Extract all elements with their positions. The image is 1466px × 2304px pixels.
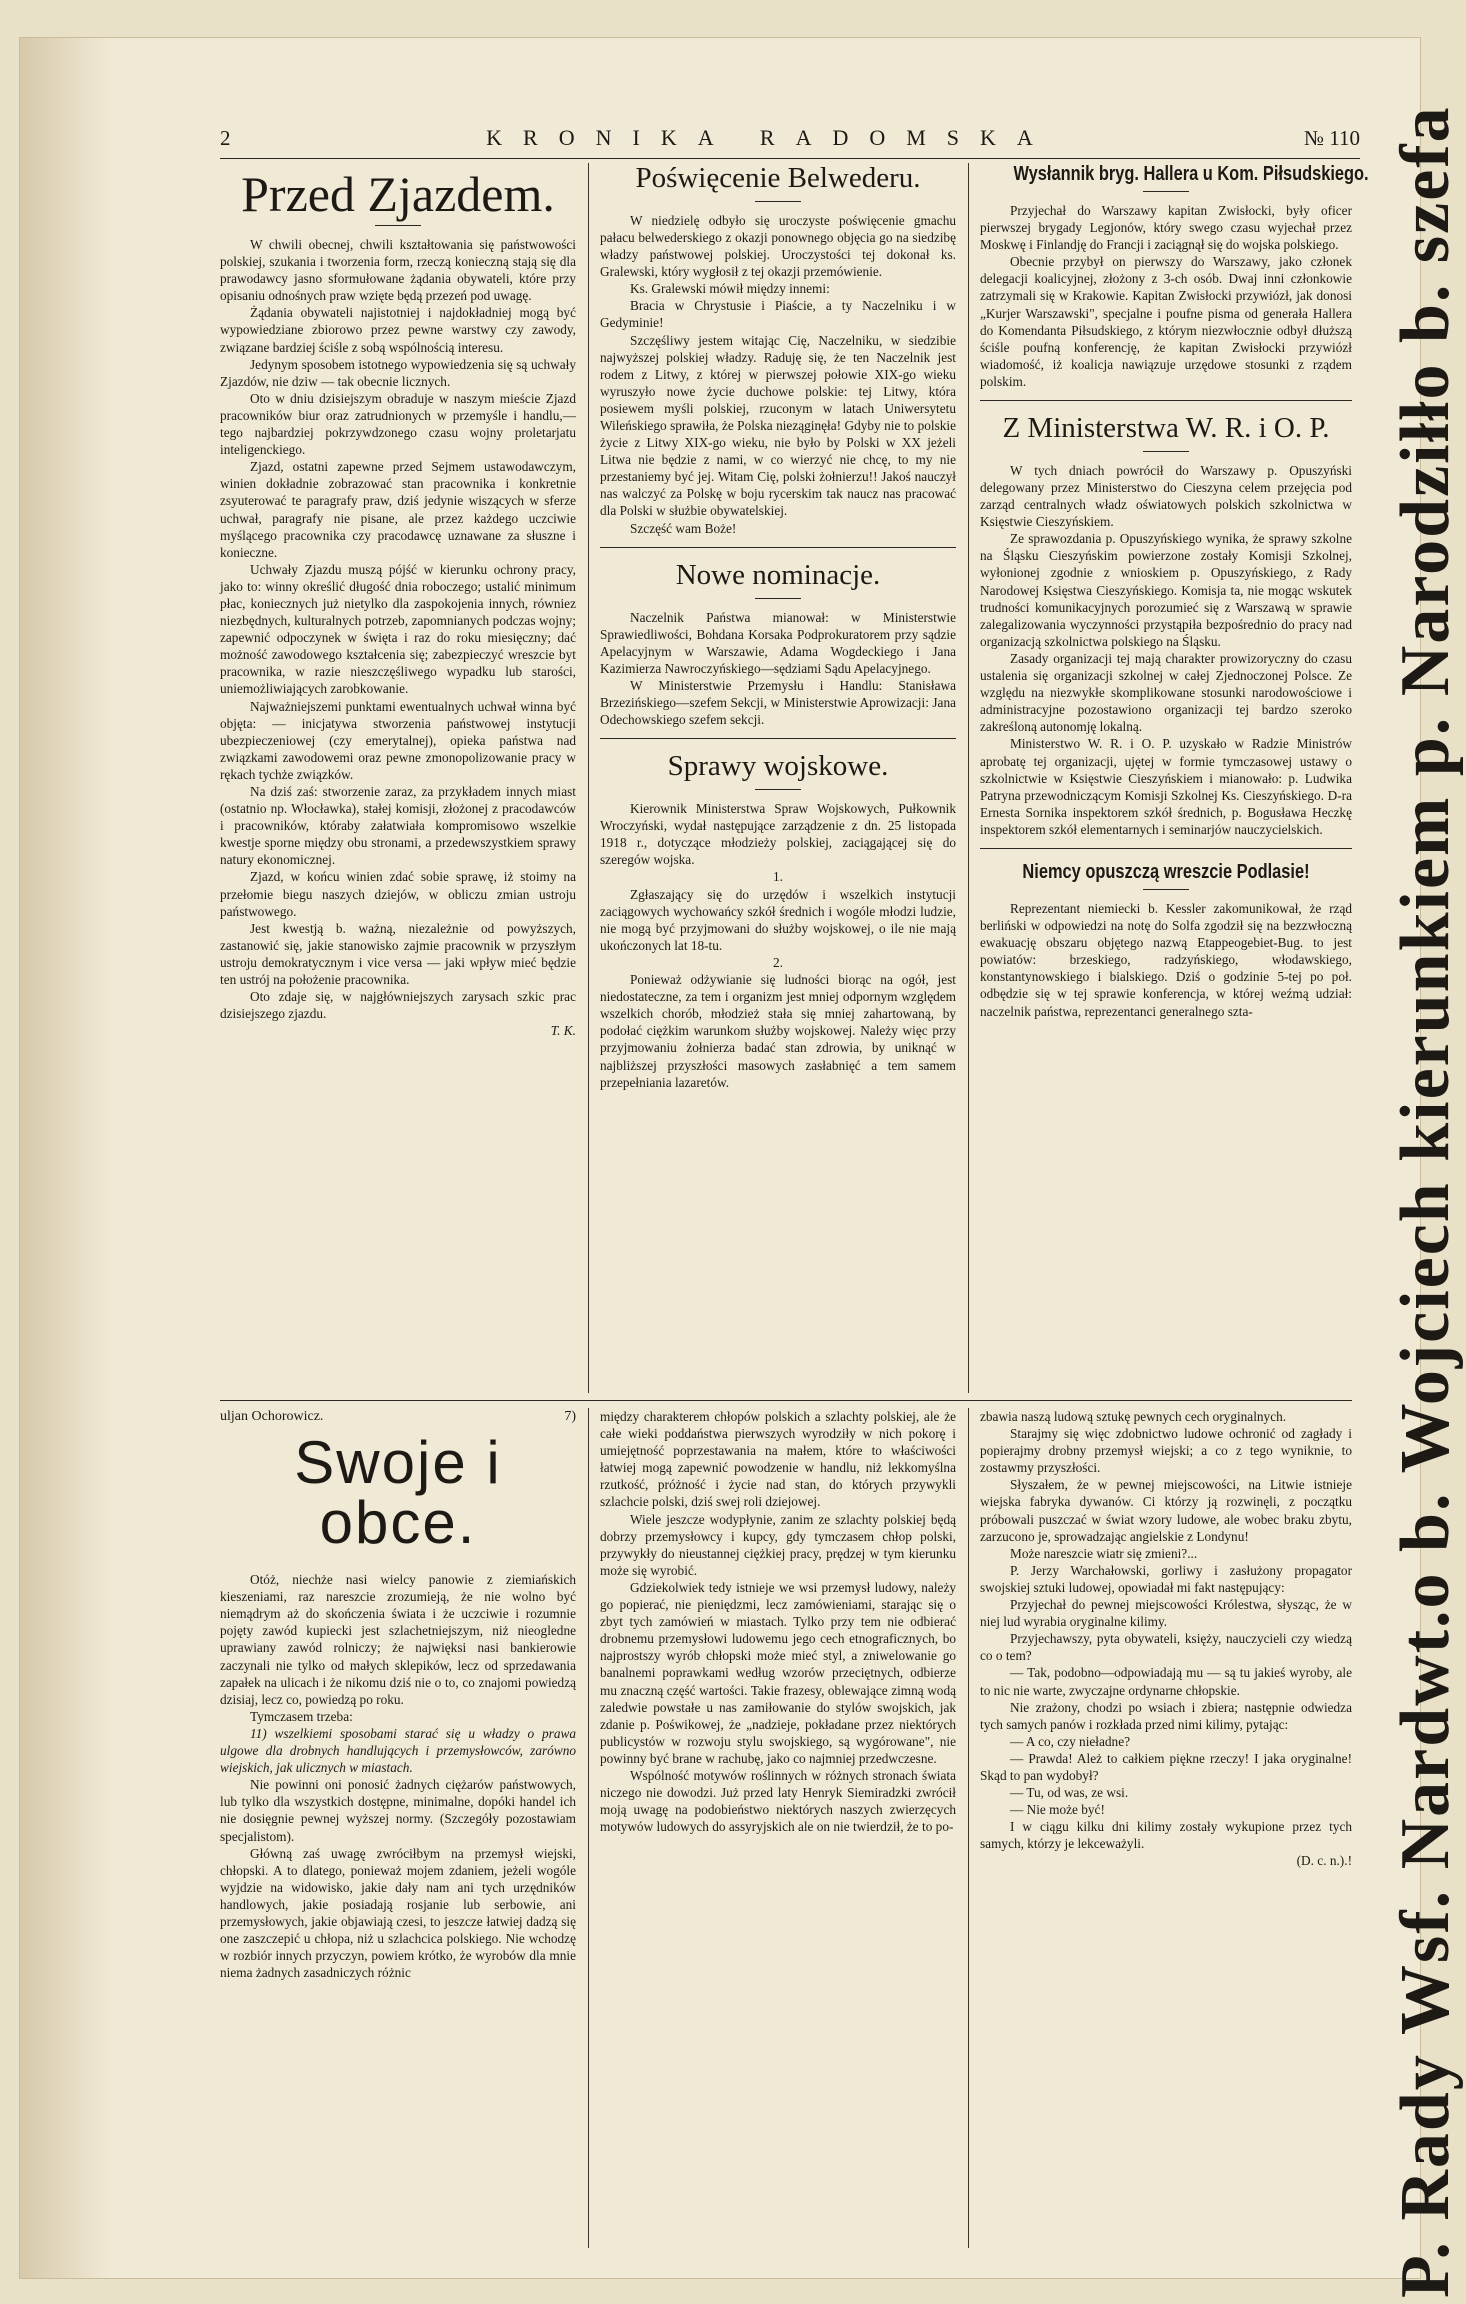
paragraph: Nie powinni oni ponosić żadnych ciężarów państwowych, lub tylko dla wszystkich dostępne, minimalne, dopóki handel ich nie dosięgnie pewnej wyższej normy. (Szczegóły pozostawiam specjalistom). [220, 1777, 576, 1844]
article-title-haller: Wysłannik bryg. Hallera u Kom. Piłsudskiego. [1013, 163, 1369, 185]
paragraph: Gdziekolwiek tedy istnieje we wsi przemysł ludowy, należy go popierać, nie pieniędzmi, lecz zamówieniami, starając się o zbyt tych zamówień w miastach. Tylko przy tem nie odbierać drobnemu przemysłowi ludowemu jego cech etnograficznych, bo najprostszy wyrób chłopski może mieć styl, a zniwelowanie go banalnemi poprawkami według wzorów przeciętnych, odbierze mu znaczną część wartości. Takie frazesy, oblewające zimną wodą zaledwie powstałe u nas zamiłowanie do stylów swojskich, jak zdanie p. Poświkowej, że „nadzieje, pokładane przez niektórych publicystów w rozwoju stylu swojskiego, są wygórowane", nie powinny być brane w rachubę, jako co najmniej przedwczesne. [600, 1579, 956, 1766]
article-title-nominacje: Nowe nominacje. [675, 558, 881, 591]
paragraph: Wiele jeszcze wodypłynie, zanim ze szlachty polskiej będą dobrzy przemysłowcy i kupcy, gdy tymczasem chłop polski, przywykły do nieustannej ciężkiej pracy, prędzej w tym kierunku może się wyrobić. [600, 1511, 956, 1578]
article-title: Przed Zjazdem. [241, 166, 555, 222]
paragraph: Uchwały Zjazdu muszą pójść w kierunku ochrony pracy, jako to: winny określić długość dnia roboczego; ustalić minimum płac, koniecznych już nietylko dla zaspokojenia innych, równiez niezbędnych, kulturalnych potrzeb, zapomnianych podczas wojny; zapewnić odpoczynek w święta i raz do roku miesięczny; dać możność zawodowego kształcenia się; zabezpieczyć wreszcie byt pracownika, w razie nieszczęśliwego wypadku lub starości, uniemożliwiających zarobkowanie. [220, 561, 576, 697]
paragraph: W tych dniach powrócił do Warszawy p. Opuszyński delegowany przez Ministerstwo do Cieszyna celem przejęcia pod zarząd centralnych władz oświatowych polskich szkolnictwa w Księstwie Cieszyńskiem. [980, 462, 1352, 530]
divider [980, 848, 1352, 849]
feuilleton-col-3 [980, 1408, 1352, 1870]
article-przed-zjazdem [220, 163, 576, 1039]
adjacent-page-strip [1378, 105, 1464, 2298]
paragraph: — Tu, od was, ze wsi. [1010, 1785, 1129, 1801]
paragraph: — A co, czy nieładne? [1010, 1733, 1130, 1749]
paragraph: I w ciągu kilku dni kilimy zostały wykupione przez tych samych, którzy je lekceważyli. [980, 1819, 1352, 1852]
paragraph: Szczęść wam Boże! [630, 520, 737, 536]
paragraph: Jest kwestją b. ważną, niezależnie od powyższych, zastanowić się, jakie stanowisko zajmie pracownik w przyszłym ustroju demokratycznym i vice versa — jaki wpływ mieć będzie ten ustrój na położenie pracownika. [220, 920, 576, 988]
feuilleton-col-2 [600, 1408, 956, 1835]
divider [980, 400, 1352, 401]
paragraph: Bracia w Chrystusie i Piaście, a ty Naczelniku i w Gedyminie! [600, 298, 956, 331]
paragraph: Ze sprawozdania p. Opuszyńskiego wynika, że sprawy szkolne na Śląsku Cieszyńskim powierzone zostały Komisji Szkolnej, wyłonionej zgodnie z wnioskiem p. Opuszyńskiego, z Rady Narodowej Księstwa Cieszyńskiego. Komisja ta, nie mogąc wskutek trudności komunikacyjnych porozumieć się z Warszawą w sprawie zalegalizowania wyczynności przystąpiła bezpośrednio do pracy nad organizacją szkolnictwa polskiego na Śląsku. [980, 531, 1352, 649]
paragraph: Tymczasem trzeba: [250, 1708, 353, 1724]
article-column-right [980, 163, 1369, 1020]
paragraph: Oto zdaje się, w najgłówniejszych zarysach szkic prac dzisiejszego zjazdu. [220, 989, 576, 1022]
paragraph: Ponieważ odżywianie się ludności biorąc na ogół, jest niedostateczne, za tem i organizm jest mniej odpornym względem wszelkich chorób, młodzież stała się mniej zahartowaną, by podołać ciężkim warunkom służby wojskowej. Należy więc przy przyjmowaniu żołnierza badać stan zdrowia, by uniknąć w najbliższej przyszłości masowych zasłabnięć a tem samem przepełniania lazaretów. [600, 972, 956, 1090]
paragraph: Może nareszcie wiatr się zmieni?... [1010, 1545, 1198, 1561]
article-column-middle [600, 163, 956, 1091]
paragraph: W Ministerstwie Przemysłu i Handlu: Stanisława Brzezińskiego—szefem Sekcji, w Ministerstwie Aprowizacji: Jana Odechowskiego szefem sekcji. [600, 677, 956, 728]
article-points-wojskowe [600, 868, 956, 1090]
article-body-niemcy [980, 900, 1352, 1020]
paragraph: Ministerstwo W. R. i O. P. uzyskało w Radzie Ministrów aprobatę tej organizacji, ujętej w formie tymczasowej ustawy o szkolnictwie w Księstwie Cieszyńskiem i mianowało: p. Ludwika Patryna przewodniczącym Komisji Szkolnej Ks. Cieszyńskiego. D-ra Ernesta Sornika inspektorem szkół średnich, p. Bogusława Heczkę inspektorem szkół elementarnych i seminarjów nauczycielskich. [980, 736, 1352, 837]
paragraph: Ks. Gralewski mówił między innemi: [630, 281, 830, 297]
feuilleton-part: 7) [564, 1409, 576, 1424]
article-title-niemcy: Niemcy opuszczą wreszcie Podlasie! [1022, 860, 1310, 883]
paragraph: Otóż, niechże nasi wielcy panowie z ziemiańskich kieszeniami, raz nareszcie zrozumieją, że nie wolno być niemądrym aż do skończenia świata i że uczciwie i rozumnie pojęty zawód kupiecki jest szlachetniejszym, niż nieogledne uprawiany zawód rolniczy; że najwięksi nasi bankierowie zaczynali nie tylko od małych sklepików, lecz od sprzedawania zapałek na ulicach i że nikomu dziś nie o to, co znajomi powiedzą dzisiaj, lecz co, powiedzą po roku. [220, 1572, 576, 1707]
divider [600, 547, 956, 548]
paragraph: Żądania obywateli najistotniej i najdokładniej mogą być wypowiedziane zbiorowo przez pewne warstwy czy zawody, związane bardziej ściśle z sobą wspólnością interesu. [220, 305, 576, 355]
paragraph: Przyjechał do Warszawy kapitan Zwisłocki, były oficer pierwszej brygady Legjonów, który swego czasu wyjechał przez Moskwę i Finlandję do Francji i zaciągnął się do wojska polskiego. [980, 203, 1352, 253]
feuilleton-series [220, 1408, 576, 1425]
divider [755, 789, 801, 790]
article-title-ministerstwo: Z Ministerstwa W. R. i O. P. [1002, 412, 1330, 445]
paragraph: Oto w dniu dzisiejszym obraduje w naszym mieście Zjazd pracowników biur oraz zatrudnionych w przemyśle i handlu,—tego najbardziej pokrzywdzonego czasu wojny proletarjatu inteligenckiego. [220, 390, 576, 458]
article-title-wojskowe: Sprawy wojskowe. [667, 750, 889, 783]
divider [1143, 191, 1189, 192]
column-rule [588, 1408, 589, 2248]
header-issue: № 110 [1303, 125, 1360, 150]
paragraph: — Tak, podobno—odpowiadają mu — są tu jakieś wyroby, ale to nic nie warte, zwyczajne ordynarne chłopskie. [980, 1665, 1352, 1698]
paragraph: — Prawda! Ależ to całkiem piękne rzeczy! I jaka oryginalne! Skąd to pan wydobył? [980, 1750, 1352, 1783]
paragraph: — Nie może być! [1010, 1802, 1105, 1818]
divider [755, 598, 801, 599]
article-intro-wojskowe: Kierownik Ministerstwa Spraw Wojskowych, Pułkownik Wroczyński, wydał następujące zarządzenie z dn. 25 listopada 1918 r., dotyczące młodzieży polskiej, zaciągającej się do szeregów wojska. [600, 801, 956, 868]
feuilleton-title: Swoje i obce. [294, 1429, 502, 1557]
article-body [220, 236, 576, 1022]
article-body-haller [980, 202, 1352, 390]
paragraph: Zjazd, ostatni zapewne przed Sejmem ustawodawczym, winien dokładnie zobrazować stan pracownika i konkretnie zsyuterować te paragrafy praw, dziś jedynie wiszących w sferze uchwał, paragrafy nie pisane, ale przez każdego uczciwie myślącego pracownika czy pracodawcę uznawane za słuszne i konieczne. [220, 459, 576, 560]
divider [1143, 451, 1189, 452]
paragraph: Jedynym sposobem istotnego wypowiedzenia się są uchwały Zjazdów, nie dziw — tak obecnie licznych. [220, 356, 576, 389]
paragraph: Zgłaszający się do urzędów i wszelkich instytucji zaciągowych wychowańcy szkół średnich i wogóle młodzi ludzie, nie mogą być przyjmowani do służby wojskowej, o ile nie mają ukończonych lat 18-tu. [600, 886, 956, 953]
article-title-belweder: Poświęcenie Belwederu. [635, 162, 921, 194]
article-signature: T. K. [550, 1023, 576, 1039]
feuilleton-col-1 [220, 1408, 576, 1981]
paragraph: Zasady organizacji tej mają charakter prowizoryczny do czasu ustalenia się organizacji szkolnej w całej Zjednoczonej Polsce. Ze względu na niezwykłe skomplikowane stosunki narodowościowe i administracyjne pozostawiono organizacji tej bardzo szeroko zakreśloną autonomję lokalną. [980, 650, 1352, 735]
paragraph: Zjazd, w końcu winien zdać sobie sprawę, iż stoimy na przełomie biegu naszych dziejów, w obliczu zmian ustroju państwowego. [220, 869, 576, 919]
point-number: 1. [773, 869, 783, 885]
section-rule [220, 1400, 1352, 1401]
page-header [220, 118, 1360, 159]
adjacent-page-text: P. Rady Wsf. Nardwt.o b. Wojciech kierunkiem p. Narodziłło b. szefa [1387, 105, 1464, 2298]
paragraph: W chwili obecnej, chwili kształtowania się państwowości polskiej, szukania i tworzenia form, rzeczą konieczną stają się dla prawodawcy jasno sformułowane żądania obywateli, które przy opisaniu odnośnych praw wzięte będą przezeń pod uwagę. [220, 237, 576, 304]
paragraph: Reprezentant niemiecki b. Kessler zakomunikował, że rząd berliński w odpowiedzi na notę do Solfa zgodził się na bezzwłoczną ewakuację obszaru objętego nazwą Etappeogebiet-Bug. to jest powiatów: brzeskiego, radzyńskiego, włodawskiego, konstantynowskiego i bialskiego. Dziś o godzinie 5-tej po poł. odbędzie się w tej sprawie konferencja, w której weźmą udział: naczelnik państwa, reprezentanci generalnego szta- [980, 900, 1352, 1019]
newspaper-page [20, 38, 1464, 2298]
paragraph: 11) wszelkiemi sposobami starać się u władzy o prawa ulgowe dla drobnych handlujących i przemysłowców, zarówno wiejskich, jak ulicznych w miastach. [220, 1725, 576, 1776]
paragraph: Nie zrażony, chodzi po wsiach i zbiera; następnie odwiedza tych samych panów i rozkłada przed nimi kilimy, pytając: [980, 1699, 1352, 1732]
paragraph: Słyszałem, że w pewnej miejscowości, na Litwie istnieje wiejska fabryka dywanów. Ci którzy ją rozwinęli, z początku próbowali puszczać w świat wzory ludowe, ale wobec braku zbytu, zarzucono je, sprowadzając angielskie z Londynu! [980, 1477, 1352, 1544]
paragraph: Na dziś zaś: stworzenie zaraz, za przykładem innych miast (ostatnio np. Włocławka), stałej komisji, złożonej z pracodawców i pracowników, któraby załatwiała kompromisowo wszelkie kwestje sporne między obu stronami, a przedewszystkiem sprawy natury ekonomicznej. [220, 784, 576, 868]
paragraph: Przyjechał do pewnej miejscowości Królestwa, słysząc, że w niej lud wyrabia oryginalne kilimy. [980, 1597, 1352, 1630]
feuilleton-continued: (D. c. n.).! [1296, 1853, 1352, 1869]
divider [375, 225, 421, 226]
header-page-number: 2 [220, 125, 231, 150]
paragraph: Obecnie przybył on pierwszy do Warszawy, jako członek delegacji koalicyjnej, złożony z 3-ch osób. Dwaj inni członkowie zatrzymali się w Krakowie. Kapitan Zwisłocki przywiózł, jak donosi „Kurjer Warszawski", specjalne i poufne pisma od generała Hallera do Komendanta Piłsudskiego, z którym niezwłocznie odbył dłuższą ściśle poufną konferencję, że kapitan Zwisłocki przywiózł wiadomość, iż koalicja nawiązuje urzędowe stosunki z rządem polskim. [980, 254, 1352, 389]
feuilleton-author: uljan Ochorowicz. [220, 1409, 324, 1424]
feuilleton-body-1 [220, 1571, 576, 1981]
column-rule [588, 163, 589, 1393]
paragraph: między charakterem chłopów polskich a szlachty polskiej, ale że całe wieki poddaństwa pierwszych wyrodziły w nich pokorę i umiejętność poprzestawania na małem, które to właściwości łatwiej mogą zapewnić powodzenie w handlu, niż lekkomyślna rzutkość, próżność i życie nad stan, do których przywykli szlachcie polski, dziś swej roli dziejowej. [600, 1409, 956, 1510]
column-rule [968, 163, 969, 1393]
point-number: 2. [773, 954, 783, 970]
divider [1143, 889, 1189, 890]
paragraph: Główną zaś uwagę zwróciłbym na przemysł wiejski, chłopski. A to dlatego, ponieważ mojem zdaniem, jeżeli wogóle wyjdzie na widowisko, jakie dały nam ani tych urzędników handlowych, jakie posiadają rosjanie lub serbowie, ani przemysłowych, jakie objawiają czesi, to jeszcze łatwiej dadzą się one zaszczepić u chłopa, niż u szlachcica polskiego. Nie wchodzę w rozbiór innych przyczyn, powiem krótko, że wyrobów dla mnie niema żadnych zasadniczych różnic [220, 1845, 576, 1981]
paragraph: Starajmy się więc zdobnictwo ludowe ochronić od zagłady i popierajmy drobny przemysł wiejski; a co z tego wyniknie, to zostawmy przyszłości. [980, 1426, 1352, 1476]
article-body-ministerstwo [980, 462, 1352, 838]
column-rule [968, 1408, 969, 2248]
header-title: KRONIKA RADOMSKA [486, 125, 1054, 150]
divider [755, 201, 801, 202]
feuilleton-body-3 [980, 1408, 1352, 1852]
divider [600, 738, 956, 739]
paragraph: Najważniejszemi punktami ewentualnych uchwał winna być objęta: — inicjatywa stworzenia państwowej instytucji ubezpieczeniowej (czy emerytalnej), opieka państwa nad związkami zawodowemi oraz pewne zmonopolizowanie pracy w rękach tychże związków. [220, 698, 576, 782]
paragraph: P. Jerzy Warchałowski, gorliwy i zasłużony propagator swojskiej sztuki ludowej, opowiadał mi fakt następujący: [980, 1562, 1352, 1595]
article-body-belweder [600, 212, 956, 537]
paragraph: W niedzielę odbyło się uroczyste poświęcenie gmachu pałacu belwederskiego z okazji ponownego objęcia go na siedzibę władzy państwowej polskiej. Uroczystości tej dokonał ks. Gralewski, który wygłosił z tej okazji przemówienie. [600, 212, 956, 280]
paragraph: zbawia naszą ludową sztukę pewnych cech oryginalnych. [980, 1409, 1287, 1424]
paragraph: Naczelnik Państwa mianował: w Ministerstwie Sprawiedliwości, Bohdana Korsaka Podprokuratorem przy sądzie Apelacyjnym w Warszawie, Adama Wogdeckiego i Jana Kazimierza Nawroczyńskiego—sędziami Sądu Apelacyjnego. [600, 609, 956, 676]
article-body-nominacje [600, 609, 956, 729]
feuilleton-body-2 [600, 1408, 956, 1835]
paragraph: Szczęśliwy jestem witając Cię, Naczelniku, w siedzibie najwyższej polskiej władzy. Raduję się, że ten Naczelnik jest rodem z Litwy, z której w pierwszej połowie XIX-go wieku wyruszyło nowe życie duchowe polskie: tej Litwy, która posiewem myśli polskiej, rzuconym w latach Uniwersytetu Wileńskiego sprawiła, że Polska nieząginęła! Gdyby nie to polskie życie z Litwy XIX-go wieku, nie było by Polski w XX jeżeli Litwa nie będzie z nami, w co wierzyć nie chcę, to my nie przestaniemy być jej. Witam Cię, polski żołnierzu!! Jakoś nauczył nas walczyć za Polskę w boju rycerskim tak naucz nas pracować dla Polski w służbie obywatelskiej. [600, 332, 956, 519]
paragraph: Przyjechawszy, pyta obywateli, księży, nauczycieli czy wiedzą co o tem? [980, 1631, 1352, 1664]
paragraph: Wspólność motywów roślinnych w różnych stronach świata niczego nie dowodzi. Już przed laty Henryk Siemiradzki zwrócił moją uwagę na podobieństwo niektórych naszych zwierzęcych motywów ludowych do assyryjskich ale on nie twierdził, że to po- [600, 1767, 956, 1835]
